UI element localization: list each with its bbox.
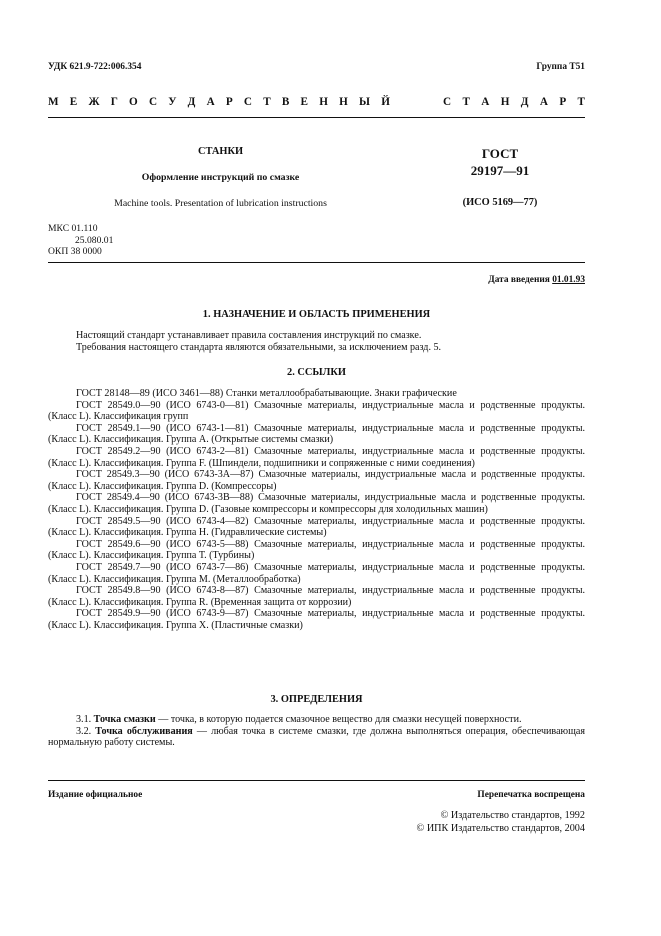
definition-term: Точка смазки — [93, 714, 156, 725]
banner-letter: Е — [300, 96, 309, 108]
reference-item: ГОСТ 28549.2—90 (ИСО 6743-2—81) Смазочные материалы, индустриальные масла и родственные продукты. (Класс L). Классификация. Группа F. (Шпиндели, подшипники и сопряженные с ними соединения) — [48, 445, 585, 469]
banner-letter: Н — [319, 96, 328, 108]
reference-item: ГОСТ 28549.5—90 (ИСО 6743-4—82) Смазочные материалы, индустриальные масла и родственные продукты. (Класс L). Классификация. Группа H. (Гидравлические системы) — [48, 515, 585, 539]
banner-letter: У — [168, 96, 177, 108]
banner-letter: Р — [225, 96, 233, 108]
section-3-title: 3. ОПРЕДЕЛЕНИЯ — [270, 694, 363, 705]
intro-date-value: 01.01.93 — [552, 275, 585, 285]
group-code: Группа Т51 — [536, 62, 585, 72]
copyright-2004: © ИПК Издательство стандартов, 2004 — [416, 823, 585, 834]
banner-letter: Д — [187, 96, 196, 108]
okp-code: ОКП 38 0000 — [48, 246, 102, 257]
banner-letter: Е — [69, 96, 78, 108]
header-rule — [48, 117, 585, 118]
reference-item: ГОСТ 28549.6—90 (ИСО 6743-5—88) Смазочные материалы, индустриальные масла и родственные продукты. (Класс L). Классификация. Группа Т. (Турбины) — [48, 538, 585, 562]
iso-reference: (ИСО 5169—77) — [462, 197, 538, 208]
section-1-title: 1. НАЗНАЧЕНИЕ И ОБЛАСТЬ ПРИМЕНЕНИЯ — [202, 309, 431, 320]
banner-letter: Ж — [88, 96, 100, 108]
mks-code: МКС 01.110 — [48, 223, 98, 234]
standard-banner — [48, 96, 585, 108]
banner-letter: Н — [339, 96, 348, 108]
banner-letter: О — [129, 96, 138, 108]
banner-letter: Г — [110, 96, 118, 108]
banner-letter: Ы — [359, 96, 371, 108]
banner-letter: Т — [577, 96, 585, 108]
reference-item: ГОСТ 28549.8—90 (ИСО 6743-8—87) Смазочные материалы, индустриальные масла и родственные продукты. (Класс L). Классификация. Группа R. (Временная защита от коррозии) — [48, 585, 585, 608]
paragraph: Требования настоящего стандарта являются обязательными, за исключением разд. 5. — [76, 341, 442, 353]
reference-item: ГОСТ 28549.9—90 (ИСО 6743-9—87) Смазочные материалы, индустриальные масла и родственные продукты. (Класс L). Классификация. Группа X. (Пластичные смазки) — [48, 608, 585, 631]
copyright-1992: © Издательство стандартов, 1992 — [440, 810, 585, 821]
banner-letter: С — [243, 96, 252, 108]
english-title: Machine tools. Presentation of lubrication instructions — [114, 198, 327, 209]
paragraph: Настоящий стандарт устанавливает правила составления инструкций по смазке. — [76, 330, 422, 341]
section-2-title: 2. ССЫЛКИ — [287, 367, 346, 378]
official-edition: Издание официальное — [48, 790, 143, 800]
udk-code: УДК 621.9-722:006.354 — [48, 62, 142, 72]
section-1-body — [48, 330, 585, 353]
footer-rule — [48, 780, 585, 781]
banner-letter: Т — [263, 96, 271, 108]
mks-code-second: 25.080.01 — [75, 235, 114, 246]
definition-text: — любая точка в системе смазки, где должна выполняться операция, обеспечивающая нормальную работу системы. — [48, 725, 585, 749]
definitions — [48, 714, 585, 749]
reference-item: ГОСТ 28549.0—90 (ИСО 6743-0—81) Смазочные материалы, индустриальные масла и родственные продукты. (Класс L). Классификация групп — [48, 399, 585, 423]
banner-letter: Т — [462, 96, 470, 108]
reprint-notice: Перепечатка воспрещена — [477, 790, 585, 800]
banner-letter: Д — [520, 96, 529, 108]
banner-right — [443, 96, 585, 108]
banner-letter: М — [48, 96, 59, 108]
document-title: СТАНКИ — [197, 146, 244, 157]
reference-item: ГОСТ 28549.7—90 (ИСО 6743-7—86) Смазочные материалы, индустриальные масла и родственные продукты. (Класс L). Классификация. Группа М. (Металлообработка) — [48, 561, 585, 585]
definition-2 — [48, 726, 585, 749]
banner-letter: А — [206, 96, 215, 108]
reference-item: ГОСТ 28549.4—90 (ИСО 6743-3В—88) Смазочные материалы, индустриальные масла и родственные продукты. (Класс L). Классификация. Группа D. (Газовые компрессоры и компрессоры для холодильных машин) — [48, 492, 585, 515]
definition-number: 3.1. — [76, 714, 92, 725]
title-rule — [48, 262, 585, 263]
banner-letter: С — [443, 96, 452, 108]
document-subtitle: Оформление инструкций по смазке — [141, 172, 300, 183]
definition-number: 3.2. — [76, 725, 92, 737]
gost-number: 29197—91 — [470, 163, 530, 178]
reference-item: ГОСТ 28549.3—90 (ИСО 6743-3А—87) Смазочные материалы, индустриальные масла и родственные продукты. (Класс L). Классификация. Группа D. (Компрессоры) — [48, 469, 585, 492]
intro-date-label: Дата введения — [488, 275, 550, 285]
references-list — [48, 388, 585, 631]
banner-letter: В — [281, 96, 290, 108]
definition-1 — [48, 714, 585, 726]
banner-letter: Й — [381, 96, 390, 108]
banner-letter: Н — [500, 96, 510, 108]
reference-item: ГОСТ 28148—89 (ИСО 3461—88) Станки металлообрабатывающие. Знаки графические — [76, 388, 457, 399]
intro-date — [488, 275, 585, 285]
definition-text: — точка, в которую подается смазочное вещество для смазки несущей поверхности. — [155, 714, 522, 725]
definition-term: Точка обслуживания — [95, 725, 193, 737]
banner-letter: А — [481, 96, 490, 108]
reference-item: ГОСТ 28549.1—90 (ИСО 6743-1—81) Смазочные материалы, индустриальные масла и родственные продукты. (Класс L). Классификация. Группа А. (Открытые системы смазки) — [48, 422, 585, 446]
banner-letter: А — [539, 96, 548, 108]
banner-letter: С — [148, 96, 158, 108]
gost-label: ГОСТ — [481, 146, 519, 161]
banner-left — [48, 96, 390, 108]
banner-letter: Р — [559, 96, 567, 108]
